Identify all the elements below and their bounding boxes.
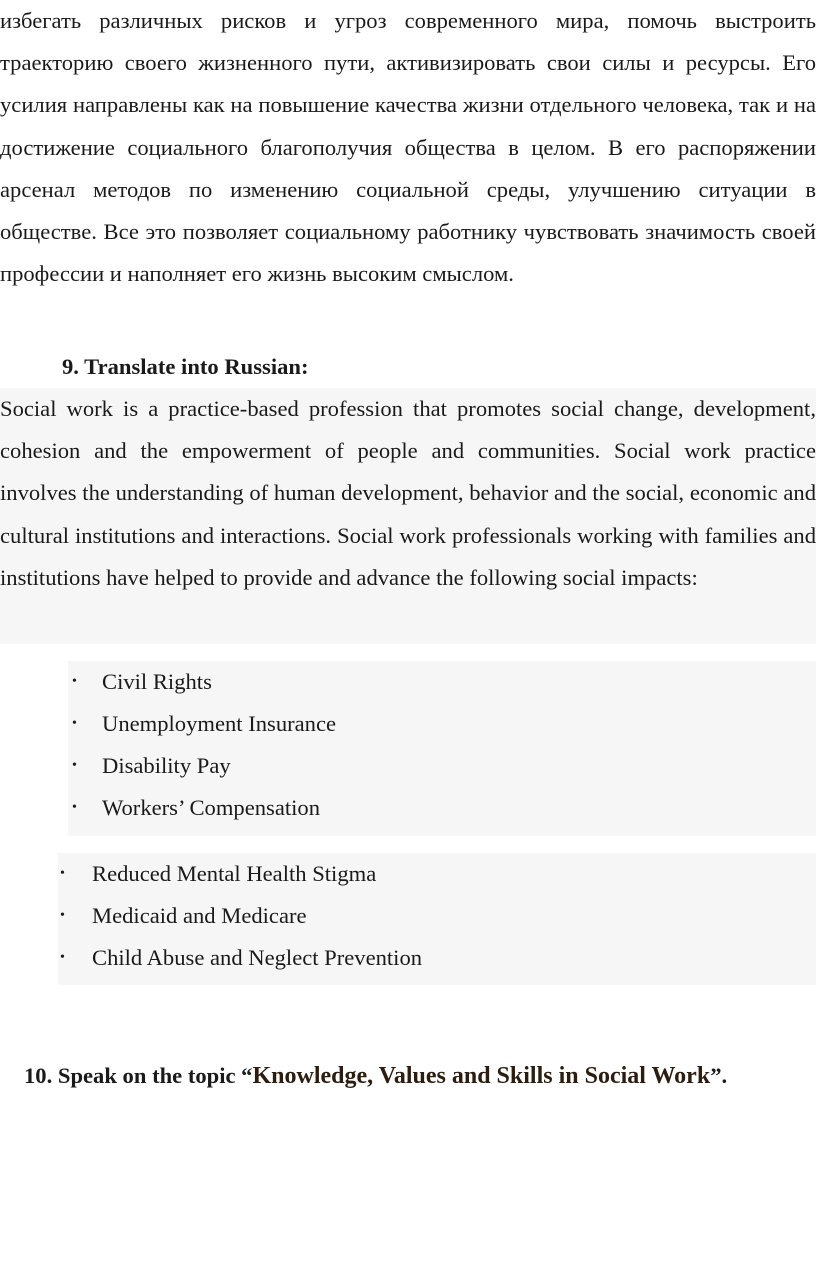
list-item: • Child Abuse and Neglect Prevention xyxy=(58,937,816,979)
list-item: • Disability Pay xyxy=(68,745,816,787)
section-10-topic: Knowledge, Values and Skills in Social Work xyxy=(252,1063,711,1089)
section-10-heading xyxy=(24,1055,727,1097)
list-item: • Workers’ Compensation xyxy=(68,787,816,829)
intro-paragraph: избегать различных рисков и угроз современного мира, помочь выстроить траекторию своего жизненного пути, активизировать свои силы и ресурсы. Его усилия направлены как на повышение качества жизни отдельного человека, так и на достижение социального благополучия общества в целом. В его распоряжении арсенал методов по изменению социальной среды, улучшению ситуации в обществе. Все это позволяет социальному работнику чувствовать значимость своей профессии и наполняет его жизнь высоким смыслом. xyxy=(0,8,816,287)
list-item: • Unemployment Insurance xyxy=(68,703,816,745)
impacts-list-1 xyxy=(68,661,816,836)
bullet-icon: • xyxy=(60,950,65,965)
bullet-icon: • xyxy=(72,674,77,689)
section-10-prefix: 10. Speak on the topic “ xyxy=(24,1063,253,1088)
bullet-icon: • xyxy=(72,800,77,815)
bullet-icon: • xyxy=(72,758,77,773)
translation-paragraph: Social work is a practice-based profession that promotes social change, development, cohesion and the empowerment of people and communities. Social work practice involves the understanding of human development, behavior and the social, economic and cultural institutions and interactions. Social work professionals working with families and institutions have helped to provide and advance the following social impacts: xyxy=(0,396,816,590)
bullet-icon: • xyxy=(72,716,77,731)
section-10-suffix: ”. xyxy=(710,1063,728,1088)
list-item: • Civil Rights xyxy=(68,661,816,703)
bullet-icon: • xyxy=(60,866,65,881)
list-item: • Medicaid and Medicare xyxy=(58,895,816,937)
bullet-icon: • xyxy=(60,908,65,923)
impacts-list-2 xyxy=(58,853,816,985)
section-9-heading: 9. Translate into Russian: xyxy=(62,354,309,379)
list-item: • Reduced Mental Health Stigma xyxy=(58,853,816,895)
